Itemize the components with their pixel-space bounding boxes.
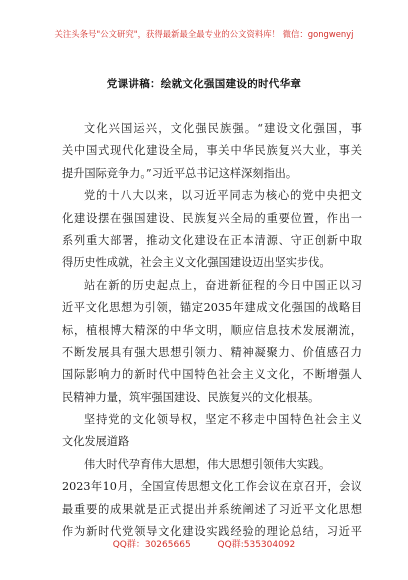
header-promo-note: 关注头条号"公文研究"，获得最新最全最专业的公文资料库！ 微信：gongwenyj xyxy=(54,29,354,39)
body-line: 不断发展具有强大思想引领力、精神凝聚力、价值感召力 xyxy=(62,345,362,359)
body-line: 党的十八大以来，以习近平同志为核心的党中央把文 xyxy=(84,189,362,203)
footer-contact xyxy=(0,537,408,550)
footer-qq-group-1: QQ群：30265665 xyxy=(112,540,191,550)
body-line: 文化兴国运兴，文化强民族强。“建设文化强国，事 xyxy=(84,122,362,135)
body-line: 系列重大部署，推动文化建设在正本清源、守正创新中取 xyxy=(62,233,362,247)
body-line: 站在新的历史起点上，奋进新征程的今日中国正以习 xyxy=(84,278,362,292)
body-line: 民精神力量，筑牢强国建设、民族复兴的文化根基。 xyxy=(62,390,320,404)
footer-qq-group-2: QQ群:535304092 xyxy=(217,540,296,550)
body-line: 标，植根博大精深的中华文明，顺应信息技术发展潮流， xyxy=(62,323,362,337)
body-line: 国际影响力的新时代中国特色社会主义文化，不断增强人 xyxy=(62,368,362,382)
body-line: 作为新时代党领导文化建设实践经验的理论总结，习近平 xyxy=(62,525,362,539)
body-line: 最重要的成果就是正式提出并系统阐述了习近平文化思想 xyxy=(62,502,362,516)
body-line: 坚持党的文化领导权，坚定不移走中国特色社会主义 xyxy=(84,413,362,427)
body-line: 得历史性成就，社会主义文化强国建设迈出坚实步伐。 xyxy=(62,256,331,270)
body-line: 化建设摆在强国建设、民族复兴全局的重要位置，作出一 xyxy=(62,211,362,225)
document-body xyxy=(62,118,362,543)
body-line: 伟大时代孕育伟大思想，伟大思想引领伟大实践。 xyxy=(84,457,331,471)
body-line: 提升国际竞争力。”习近平总书记这样深刻指出。 xyxy=(62,166,298,180)
body-line: 2023年10月，全国宣传思想文化工作会议在京召开，会议 xyxy=(62,480,362,494)
body-line: 关中国式现代化建设全局，事关中华民族复兴大业，事关 xyxy=(62,144,362,158)
document-title: 党课讲稿：绘就文化强国建设的时代华章 xyxy=(106,78,302,90)
body-line: 文化发展道路 xyxy=(62,435,130,449)
body-line: 近平文化思想为引领，锚定2035年建成文化强国的战略目 xyxy=(62,301,362,315)
